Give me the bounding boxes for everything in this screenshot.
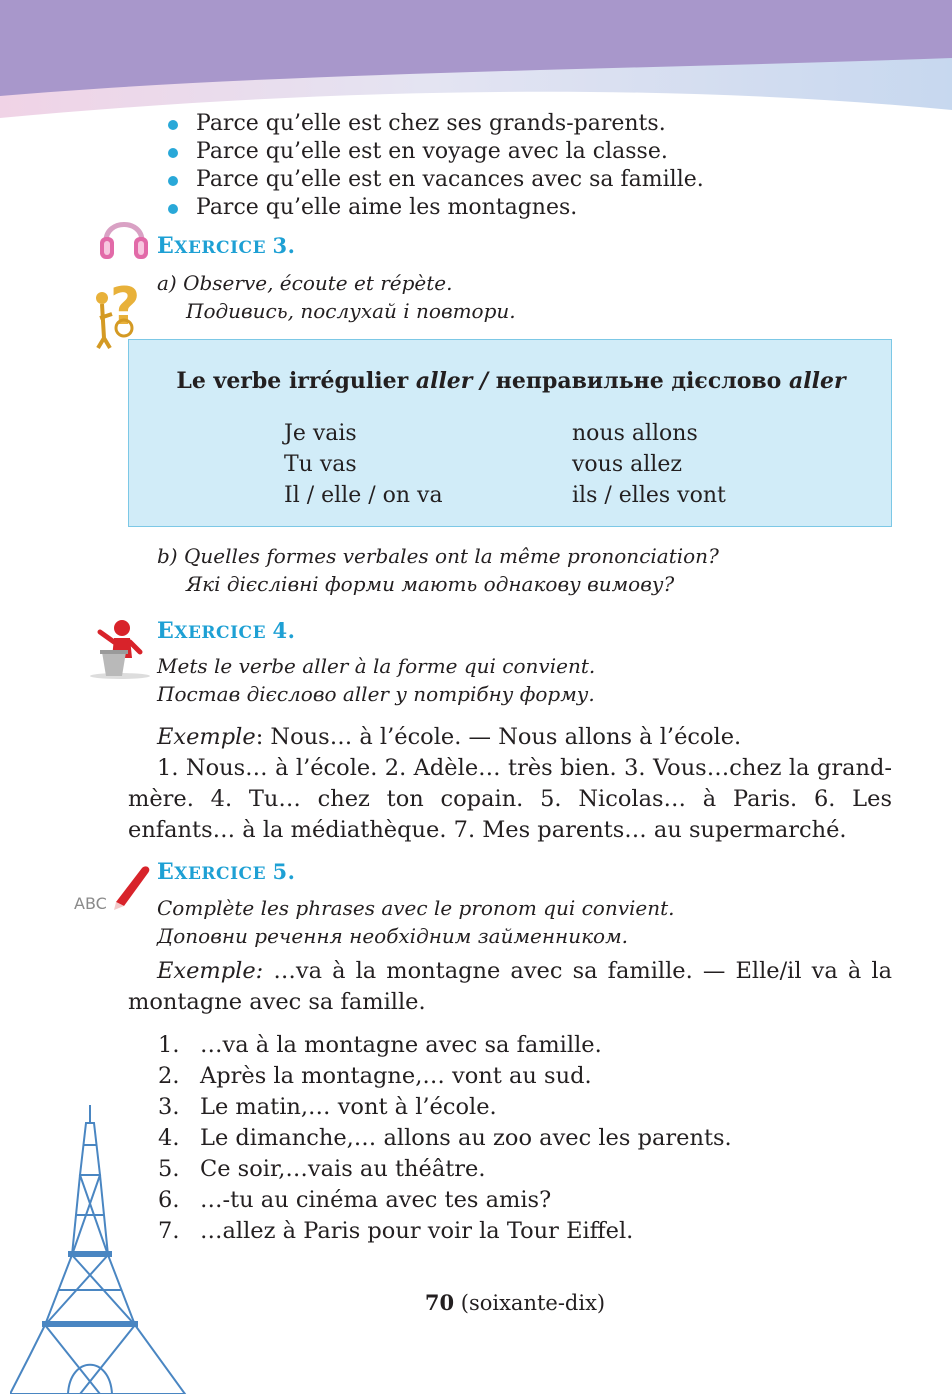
bullet-dot-icon — [168, 148, 178, 158]
exercise-4-instruction-fr: Mets le verbe aller à la forme qui convient. — [157, 654, 596, 678]
exercise-3b-instruction-uk: Які дієслівні форми мають однакову вимову? — [186, 572, 675, 596]
list-item: 7. …allez à Paris pour voir la Tour Eiffel. — [158, 1218, 634, 1244]
exercise-3-title: EXERCICE 3. — [157, 233, 296, 259]
list-item: 2. Après la montagne,… vont au sud. — [158, 1063, 592, 1089]
list-item: Parce qu’elle est chez ses grands-parents. — [168, 110, 908, 138]
exercise-3a-instruction-fr: a) Observe, écoute et répète. — [157, 271, 453, 295]
bullet-dot-icon — [168, 120, 178, 130]
conjugation-plural: nous allons vous allez ils / elles vont — [572, 421, 726, 508]
list-item: Parce qu’elle aime les montagnes. — [168, 194, 908, 222]
conjugation-singular: Je vais Tu vas Il / elle / on va — [284, 421, 443, 508]
exercise-4-sentences: 1. Nous… à l’école. 2. Adèle… très bien. 3. Vous…chez la grand-mère. 4. Tu… chez ton copain. 5. Nicolas… à Paris. 6. Les enfants… à la médiathèque. 7. Mes parents… au supermarché. — [128, 755, 892, 843]
conjugation-box — [128, 339, 892, 527]
exercise-3a-instruction-uk: Подивись, послухай і повтори. — [186, 299, 516, 323]
conjugation-title: Le verbe irrégulier aller / неправильне дієслово aller — [176, 368, 846, 394]
exercise-4-example: Exemple: Nous… à l’école. — Nous allons à l’école. — [157, 724, 742, 750]
list-item: 6. …-tu au cinéma avec tes amis? — [158, 1187, 552, 1213]
list-item: 3. Le matin,… vont à l’école. — [158, 1094, 497, 1120]
exercise-4-title: EXERCICE 4. — [157, 618, 296, 644]
list-item: 1. …va à la montagne avec sa famille. — [158, 1032, 602, 1058]
svg-text:ABC: ABC — [74, 894, 107, 913]
list-item: Parce qu’elle est en voyage avec la classe. — [168, 138, 908, 166]
exercise-3b-instruction-fr: b) Quelles formes verbales ont la même prononciation? — [157, 544, 719, 568]
exercise-4-instruction-uk: Постав дієслово aller у потрібну форму. — [157, 682, 595, 706]
exercise-5-title: EXERCICE 5. — [157, 859, 296, 885]
exercise-5-instruction-uk: Доповни речення необхідним займенником. — [157, 924, 629, 948]
list-item: Parce qu’elle est en vacances avec sa famille. — [168, 166, 908, 194]
exercise-5-example: Exemple: …va à la montagne avec sa famille. — Elle/il va à la montagne avec sa famille. — [128, 958, 892, 1015]
exercise-5-instruction-fr: Complète les phrases avec le pronom qui convient. — [157, 896, 675, 920]
abc-pen-icon — [72, 860, 156, 916]
exercise-5-items — [158, 1030, 732, 1247]
speaker-at-podium-icon — [88, 618, 152, 680]
headphones-icon — [98, 207, 150, 263]
bullet-dot-icon — [168, 176, 178, 186]
list-item: 4. Le dimanche,… allons au zoo avec les parents. — [158, 1125, 732, 1151]
eiffel-tower-icon — [10, 1105, 200, 1394]
header-band — [0, 0, 952, 118]
page-number: 70 (soixante-dix) — [424, 1290, 606, 1315]
bullet-dot-icon — [168, 204, 178, 214]
list-item: 5. Ce soir,…vais au théâtre. — [158, 1156, 486, 1182]
svg-text:?: ? — [110, 278, 141, 337]
answer-options-list — [168, 110, 908, 222]
